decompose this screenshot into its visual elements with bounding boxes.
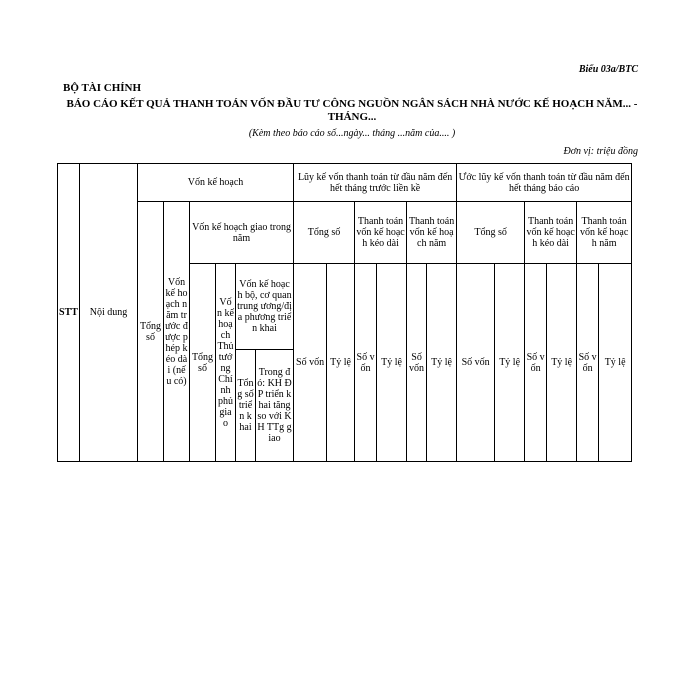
- header-prev-ext-ratio: Tỷ lệ: [377, 264, 407, 462]
- unit-label: Đơn vị: triệu đồng: [563, 146, 638, 157]
- title-line-1: BÁO CÁO KẾT QUẢ THANH TOÁN VỐN ĐẦU TƯ CÔNG NGUỒN NGÂN SÁCH NHÀ NƯỚC KẾ HOẠCH NĂM... -: [66, 98, 638, 110]
- header-stt: STT: [58, 164, 80, 462]
- header-cumulative-prev: Lũy kế vốn thanh toán từ đầu năm đến hết tháng trước liền kề: [294, 164, 457, 202]
- header-total-deployed: Tổng số triển khai: [236, 350, 256, 462]
- header-curr-ext-ratio: Tỷ lệ: [547, 264, 577, 462]
- header-prev-total-amount: Số vốn: [294, 264, 327, 462]
- header-prev-year-amount: Số vốn: [407, 264, 427, 462]
- header-extended-capital: Vốn kế hoạch năm trước được phép kéo dài (nếu có): [164, 202, 190, 462]
- header-prev-payment-extended: Thanh toán vốn kế hoạch kéo dài: [355, 202, 407, 264]
- header-ministry-deployed: Vốn kế hoạch bộ, cơ quan trung ương/địa phương triển khai: [236, 264, 294, 350]
- header-curr-year-ratio: Tỷ lệ: [599, 264, 632, 462]
- header-prev-ext-amount: Số vốn: [355, 264, 377, 462]
- header-estimated-current: Ước lũy kế vốn thanh toán từ đầu năm đến hết tháng báo cáo: [457, 164, 632, 202]
- header-curr-total: Tổng số: [457, 202, 525, 264]
- form-code: Biểu 03a/BTC: [578, 64, 638, 75]
- header-curr-ext-amount: Số vốn: [525, 264, 547, 462]
- header-assigned-plan: Vốn kế hoạch giao trong năm: [190, 202, 294, 264]
- header-prev-payment-year: Thanh toán vốn kế hoạch năm: [407, 202, 457, 264]
- header-curr-total-ratio: Tỷ lệ: [495, 264, 525, 462]
- header-curr-payment-year: Thanh toán vốn kế hoạch năm: [577, 202, 632, 264]
- ministry-name: BỘ TÀI CHÍNH: [63, 82, 142, 94]
- header-curr-total-amount: Số vốn: [457, 264, 495, 462]
- header-prev-year-ratio: Tỷ lệ: [427, 264, 457, 462]
- report-title: [62, 98, 642, 124]
- header-pm-assigned: Vốn kế hoạch Thủ tướng Chính phủ giao: [216, 264, 236, 462]
- header-content: Nội dung: [80, 164, 138, 462]
- header-curr-payment-extended: Thanh toán vốn kế hoạch kéo dài: [525, 202, 577, 264]
- header-plan-total: Tổng số: [138, 202, 164, 462]
- report-subtitle: (Kèm theo báo cáo số...ngày... tháng ...năm của.... ): [248, 128, 456, 139]
- title-line-2: THÁNG...: [327, 111, 377, 123]
- header-plan-capital: Vốn kế hoạch: [138, 164, 294, 202]
- header-curr-year-amount: Số vốn: [577, 264, 599, 462]
- header-assigned-total: Tổng số: [190, 264, 216, 462]
- header-increase: Trong đó: KH ĐP triển khai tăng so với KH TTg giao: [256, 350, 294, 462]
- report-table: [57, 163, 632, 462]
- header-prev-total-ratio: Tỷ lệ: [327, 264, 355, 462]
- header-prev-total: Tổng số: [294, 202, 355, 264]
